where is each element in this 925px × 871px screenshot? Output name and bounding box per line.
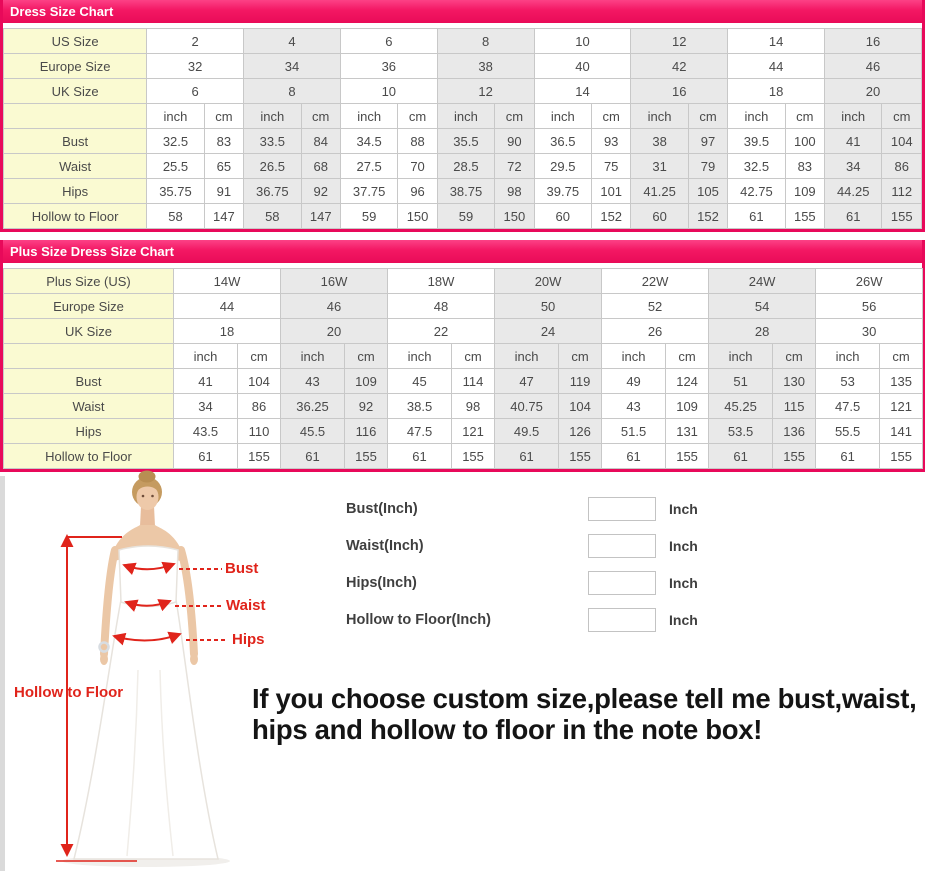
cm-value-cell: 135 bbox=[880, 369, 923, 394]
row-label: Waist bbox=[4, 394, 174, 419]
unit-cm-header: cm bbox=[773, 344, 816, 369]
unit-cm-header: cm bbox=[238, 344, 281, 369]
inch-value-cell: 61 bbox=[816, 444, 880, 469]
measurement-row bbox=[4, 154, 922, 179]
unit-inch-header: inch bbox=[602, 344, 666, 369]
size-value-cell: 32 bbox=[147, 54, 244, 79]
waist-annotation-label: Waist bbox=[226, 597, 266, 614]
measurement-figure bbox=[0, 470, 330, 871]
size-value-cell: 50 bbox=[495, 294, 602, 319]
note-line-2: hips and hollow to floor in the note box! bbox=[252, 714, 763, 746]
cm-value-cell: 83 bbox=[785, 154, 824, 179]
size-value-cell: 46 bbox=[281, 294, 388, 319]
inch-value-cell: 47 bbox=[495, 369, 559, 394]
dress-size-chart-panel bbox=[0, 0, 925, 232]
inch-value-cell: 61 bbox=[602, 444, 666, 469]
inch-value-cell: 60 bbox=[631, 204, 688, 229]
size-table bbox=[3, 28, 922, 229]
row-label: Hips bbox=[4, 179, 147, 204]
model-figure-svg bbox=[0, 470, 330, 871]
cm-value-cell: 155 bbox=[452, 444, 495, 469]
inch-value-cell: 29.5 bbox=[534, 154, 591, 179]
cm-value-cell: 83 bbox=[204, 129, 243, 154]
inch-value-cell: 47.5 bbox=[388, 419, 452, 444]
model-left-arm bbox=[104, 550, 115, 654]
size-value-cell: 6 bbox=[147, 79, 244, 104]
size-value-cell: 12 bbox=[631, 29, 728, 54]
size-value-cell: 52 bbox=[602, 294, 709, 319]
model-left-eye bbox=[142, 495, 145, 498]
size-value-cell: 16 bbox=[631, 79, 728, 104]
inch-value-cell: 35.5 bbox=[437, 129, 494, 154]
cm-value-cell: 98 bbox=[452, 394, 495, 419]
inch-value-cell: 42.75 bbox=[728, 179, 785, 204]
cm-value-cell: 130 bbox=[773, 369, 816, 394]
unit-inch-header: inch bbox=[174, 344, 238, 369]
inch-value-cell: 39.75 bbox=[534, 179, 591, 204]
inch-value-cell: 43.5 bbox=[174, 419, 238, 444]
unit-inch-header: inch bbox=[340, 104, 397, 129]
cm-value-cell: 115 bbox=[773, 394, 816, 419]
size-value-cell: 20W bbox=[495, 269, 602, 294]
bust-annotation-label: Bust bbox=[225, 560, 259, 577]
unit-inch-header: inch bbox=[147, 104, 204, 129]
size-value-cell: 20 bbox=[281, 319, 388, 344]
inch-value-cell: 47.5 bbox=[816, 394, 880, 419]
unit-cm-header: cm bbox=[559, 344, 602, 369]
inch-value-cell: 41 bbox=[174, 369, 238, 394]
inch-value-cell: 33.5 bbox=[244, 129, 301, 154]
model-left-hand bbox=[100, 653, 108, 665]
measurement-row bbox=[4, 204, 922, 229]
size-row bbox=[4, 294, 923, 319]
hollow-to-floor-inch-input[interactable] bbox=[588, 608, 656, 632]
inch-value-cell: 58 bbox=[147, 204, 204, 229]
unit-header-row bbox=[4, 104, 922, 129]
inch-value-cell: 49 bbox=[602, 369, 666, 394]
cm-value-cell: 88 bbox=[398, 129, 437, 154]
inch-value-cell: 61 bbox=[281, 444, 345, 469]
hips-unit-label: Inch bbox=[669, 575, 698, 591]
measurement-row bbox=[4, 129, 922, 154]
inch-value-cell: 32.5 bbox=[728, 154, 785, 179]
hollow-to-floor-annotation-label: Hollow to Floor bbox=[14, 684, 124, 701]
cm-value-cell: 72 bbox=[495, 154, 534, 179]
unit-cm-header: cm bbox=[345, 344, 388, 369]
bust-inch-label: Bust(Inch) bbox=[346, 501, 418, 517]
size-value-cell: 4 bbox=[244, 29, 341, 54]
size-value-cell: 14W bbox=[174, 269, 281, 294]
unit-header-row bbox=[4, 344, 923, 369]
model-right-eye bbox=[151, 495, 154, 498]
waist-unit-label: Inch bbox=[669, 538, 698, 554]
inch-value-cell: 36.5 bbox=[534, 129, 591, 154]
inch-value-cell: 41 bbox=[824, 129, 881, 154]
size-value-cell: 24 bbox=[495, 319, 602, 344]
measurement-row bbox=[4, 419, 923, 444]
cm-value-cell: 109 bbox=[785, 179, 824, 204]
inch-value-cell: 34 bbox=[174, 394, 238, 419]
hips-inch-input[interactable] bbox=[588, 571, 656, 595]
cm-value-cell: 152 bbox=[592, 204, 631, 229]
cm-value-cell: 110 bbox=[238, 419, 281, 444]
cm-value-cell: 70 bbox=[398, 154, 437, 179]
cm-value-cell: 104 bbox=[559, 394, 602, 419]
unit-cm-header: cm bbox=[301, 104, 340, 129]
row-label: UK Size bbox=[4, 319, 174, 344]
unit-cm-header: cm bbox=[495, 104, 534, 129]
size-row bbox=[4, 319, 923, 344]
size-value-cell: 30 bbox=[816, 319, 923, 344]
hollow-to-floor-unit-label: Inch bbox=[669, 612, 698, 628]
size-row bbox=[4, 269, 923, 294]
inch-value-cell: 36.75 bbox=[244, 179, 301, 204]
plus-size-chart-panel bbox=[0, 240, 925, 472]
size-value-cell: 12 bbox=[437, 79, 534, 104]
waist-inch-input[interactable] bbox=[588, 534, 656, 558]
inch-value-cell: 43 bbox=[281, 369, 345, 394]
hollow-to-floor-inch-label: Hollow to Floor(Inch) bbox=[346, 612, 491, 628]
inch-value-cell: 32.5 bbox=[147, 129, 204, 154]
waist-form-row bbox=[346, 534, 698, 558]
cm-value-cell: 92 bbox=[345, 394, 388, 419]
dress-bodice bbox=[119, 546, 178, 607]
corner-cell bbox=[4, 344, 174, 369]
inch-value-cell: 45.25 bbox=[709, 394, 773, 419]
cm-value-cell: 131 bbox=[666, 419, 709, 444]
row-label: Hollow to Floor bbox=[4, 444, 174, 469]
row-label: Hollow to Floor bbox=[4, 204, 147, 229]
size-table bbox=[3, 268, 923, 469]
inch-value-cell: 35.75 bbox=[147, 179, 204, 204]
cm-value-cell: 92 bbox=[301, 179, 340, 204]
inch-value-cell: 51 bbox=[709, 369, 773, 394]
bust-unit-label: Inch bbox=[669, 501, 698, 517]
size-value-cell: 24W bbox=[709, 269, 816, 294]
cm-value-cell: 152 bbox=[688, 204, 727, 229]
size-value-cell: 22W bbox=[602, 269, 709, 294]
unit-cm-header: cm bbox=[592, 104, 631, 129]
cm-value-cell: 121 bbox=[880, 394, 923, 419]
cm-value-cell: 98 bbox=[495, 179, 534, 204]
inch-value-cell: 41.25 bbox=[631, 179, 688, 204]
unit-inch-header: inch bbox=[495, 344, 559, 369]
inch-value-cell: 45 bbox=[388, 369, 452, 394]
model-right-arm bbox=[181, 550, 194, 654]
plus-size-chart-title: Plus Size Dress Size Chart bbox=[3, 240, 922, 263]
model-right-hand bbox=[190, 653, 198, 665]
inch-value-cell: 61 bbox=[824, 204, 881, 229]
row-label: Bust bbox=[4, 129, 147, 154]
custom-size-form bbox=[346, 497, 698, 645]
size-value-cell: 44 bbox=[174, 294, 281, 319]
row-label: Bust bbox=[4, 369, 174, 394]
inch-value-cell: 61 bbox=[388, 444, 452, 469]
inch-value-cell: 25.5 bbox=[147, 154, 204, 179]
cm-value-cell: 75 bbox=[592, 154, 631, 179]
unit-cm-header: cm bbox=[882, 104, 922, 129]
size-value-cell: 34 bbox=[244, 54, 341, 79]
size-value-cell: 26W bbox=[816, 269, 923, 294]
cm-value-cell: 116 bbox=[345, 419, 388, 444]
size-value-cell: 18 bbox=[728, 79, 825, 104]
inch-value-cell: 39.5 bbox=[728, 129, 785, 154]
dress-size-chart-title: Dress Size Chart bbox=[3, 0, 922, 23]
size-value-cell: 14 bbox=[534, 79, 631, 104]
inch-value-cell: 36.25 bbox=[281, 394, 345, 419]
size-row bbox=[4, 54, 922, 79]
inch-value-cell: 44.25 bbox=[824, 179, 881, 204]
cm-value-cell: 155 bbox=[345, 444, 388, 469]
cm-value-cell: 104 bbox=[882, 129, 922, 154]
bust-form-row bbox=[346, 497, 698, 521]
unit-inch-header: inch bbox=[824, 104, 881, 129]
unit-inch-header: inch bbox=[437, 104, 494, 129]
inch-value-cell: 26.5 bbox=[244, 154, 301, 179]
inch-value-cell: 60 bbox=[534, 204, 591, 229]
hips-annotation-label: Hips bbox=[232, 631, 265, 648]
cm-value-cell: 93 bbox=[592, 129, 631, 154]
row-label: Europe Size bbox=[4, 294, 174, 319]
cm-value-cell: 79 bbox=[688, 154, 727, 179]
inch-value-cell: 59 bbox=[437, 204, 494, 229]
size-value-cell: 44 bbox=[728, 54, 825, 79]
inch-value-cell: 51.5 bbox=[602, 419, 666, 444]
cm-value-cell: 155 bbox=[666, 444, 709, 469]
inch-value-cell: 61 bbox=[709, 444, 773, 469]
inch-value-cell: 34.5 bbox=[340, 129, 397, 154]
unit-cm-header: cm bbox=[452, 344, 495, 369]
measurement-row bbox=[4, 444, 923, 469]
unit-inch-header: inch bbox=[534, 104, 591, 129]
unit-inch-header: inch bbox=[728, 104, 785, 129]
inch-value-cell: 58 bbox=[244, 204, 301, 229]
cm-value-cell: 114 bbox=[452, 369, 495, 394]
unit-cm-header: cm bbox=[204, 104, 243, 129]
hips-inch-label: Hips(Inch) bbox=[346, 575, 417, 591]
cm-value-cell: 155 bbox=[882, 204, 922, 229]
bust-inch-input[interactable] bbox=[588, 497, 656, 521]
cm-value-cell: 86 bbox=[882, 154, 922, 179]
size-value-cell: 8 bbox=[244, 79, 341, 104]
unit-inch-header: inch bbox=[388, 344, 452, 369]
size-value-cell: 18 bbox=[174, 319, 281, 344]
inch-value-cell: 53.5 bbox=[709, 419, 773, 444]
size-value-cell: 46 bbox=[824, 54, 921, 79]
waist-inch-label: Waist(Inch) bbox=[346, 538, 424, 554]
size-value-cell: 40 bbox=[534, 54, 631, 79]
inch-value-cell: 61 bbox=[728, 204, 785, 229]
inch-value-cell: 27.5 bbox=[340, 154, 397, 179]
row-label: UK Size bbox=[4, 79, 147, 104]
row-label: Plus Size (US) bbox=[4, 269, 174, 294]
size-value-cell: 16 bbox=[824, 29, 921, 54]
size-value-cell: 38 bbox=[437, 54, 534, 79]
unit-cm-header: cm bbox=[785, 104, 824, 129]
cm-value-cell: 105 bbox=[688, 179, 727, 204]
inch-value-cell: 38.75 bbox=[437, 179, 494, 204]
unit-inch-header: inch bbox=[281, 344, 345, 369]
cm-value-cell: 147 bbox=[204, 204, 243, 229]
cm-value-cell: 109 bbox=[666, 394, 709, 419]
cm-value-cell: 101 bbox=[592, 179, 631, 204]
corner-cell bbox=[4, 104, 147, 129]
inch-value-cell: 45.5 bbox=[281, 419, 345, 444]
size-value-cell: 28 bbox=[709, 319, 816, 344]
size-value-cell: 10 bbox=[534, 29, 631, 54]
cm-value-cell: 90 bbox=[495, 129, 534, 154]
cm-value-cell: 155 bbox=[238, 444, 281, 469]
row-label: Hips bbox=[4, 419, 174, 444]
model-hair-bun bbox=[139, 471, 156, 483]
cm-value-cell: 119 bbox=[559, 369, 602, 394]
cm-value-cell: 155 bbox=[773, 444, 816, 469]
hips-form-row bbox=[346, 571, 698, 595]
cm-value-cell: 84 bbox=[301, 129, 340, 154]
inch-value-cell: 59 bbox=[340, 204, 397, 229]
size-value-cell: 22 bbox=[388, 319, 495, 344]
cm-value-cell: 104 bbox=[238, 369, 281, 394]
inch-value-cell: 34 bbox=[824, 154, 881, 179]
size-value-cell: 54 bbox=[709, 294, 816, 319]
size-row bbox=[4, 29, 922, 54]
cm-value-cell: 155 bbox=[880, 444, 923, 469]
size-value-cell: 42 bbox=[631, 54, 728, 79]
measurement-row bbox=[4, 179, 922, 204]
cm-value-cell: 124 bbox=[666, 369, 709, 394]
inch-value-cell: 31 bbox=[631, 154, 688, 179]
unit-inch-header: inch bbox=[244, 104, 301, 129]
row-label: US Size bbox=[4, 29, 147, 54]
size-value-cell: 20 bbox=[824, 79, 921, 104]
cm-value-cell: 112 bbox=[882, 179, 922, 204]
unit-cm-header: cm bbox=[398, 104, 437, 129]
size-value-cell: 36 bbox=[340, 54, 437, 79]
cm-value-cell: 109 bbox=[345, 369, 388, 394]
inch-value-cell: 53 bbox=[816, 369, 880, 394]
cm-value-cell: 150 bbox=[495, 204, 534, 229]
plus-size-table-container bbox=[3, 263, 922, 469]
cm-value-cell: 121 bbox=[452, 419, 495, 444]
measurement-row bbox=[4, 369, 923, 394]
cm-value-cell: 155 bbox=[559, 444, 602, 469]
cm-value-cell: 136 bbox=[773, 419, 816, 444]
cm-value-cell: 155 bbox=[785, 204, 824, 229]
cm-value-cell: 68 bbox=[301, 154, 340, 179]
inch-value-cell: 49.5 bbox=[495, 419, 559, 444]
measurement-row bbox=[4, 394, 923, 419]
size-value-cell: 56 bbox=[816, 294, 923, 319]
inch-value-cell: 38 bbox=[631, 129, 688, 154]
row-label: Waist bbox=[4, 154, 147, 179]
size-value-cell: 16W bbox=[281, 269, 388, 294]
cm-value-cell: 65 bbox=[204, 154, 243, 179]
dress-size-table-container bbox=[3, 23, 922, 229]
size-value-cell: 18W bbox=[388, 269, 495, 294]
row-label: Europe Size bbox=[4, 54, 147, 79]
size-value-cell: 48 bbox=[388, 294, 495, 319]
cm-value-cell: 91 bbox=[204, 179, 243, 204]
inch-value-cell: 61 bbox=[495, 444, 559, 469]
cm-value-cell: 97 bbox=[688, 129, 727, 154]
size-value-cell: 10 bbox=[340, 79, 437, 104]
unit-cm-header: cm bbox=[688, 104, 727, 129]
size-row bbox=[4, 79, 922, 104]
size-value-cell: 8 bbox=[437, 29, 534, 54]
inch-value-cell: 40.75 bbox=[495, 394, 559, 419]
unit-cm-header: cm bbox=[880, 344, 923, 369]
unit-inch-header: inch bbox=[631, 104, 688, 129]
cm-value-cell: 96 bbox=[398, 179, 437, 204]
cm-value-cell: 141 bbox=[880, 419, 923, 444]
hollow-to-floor-form-row bbox=[346, 608, 698, 632]
cm-value-cell: 147 bbox=[301, 204, 340, 229]
inch-value-cell: 61 bbox=[174, 444, 238, 469]
inch-value-cell: 55.5 bbox=[816, 419, 880, 444]
unit-inch-header: inch bbox=[816, 344, 880, 369]
photo-edge bbox=[0, 476, 5, 871]
size-value-cell: 14 bbox=[728, 29, 825, 54]
size-value-cell: 26 bbox=[602, 319, 709, 344]
cm-value-cell: 86 bbox=[238, 394, 281, 419]
cm-value-cell: 100 bbox=[785, 129, 824, 154]
note-line-1: If you choose custom size,please tell me bust,waist, bbox=[252, 683, 917, 714]
unit-inch-header: inch bbox=[709, 344, 773, 369]
size-value-cell: 6 bbox=[340, 29, 437, 54]
custom-size-note bbox=[252, 683, 925, 745]
size-value-cell: 2 bbox=[147, 29, 244, 54]
inch-value-cell: 28.5 bbox=[437, 154, 494, 179]
inch-value-cell: 37.75 bbox=[340, 179, 397, 204]
cm-value-cell: 150 bbox=[398, 204, 437, 229]
inch-value-cell: 43 bbox=[602, 394, 666, 419]
unit-cm-header: cm bbox=[666, 344, 709, 369]
inch-value-cell: 38.5 bbox=[388, 394, 452, 419]
cm-value-cell: 126 bbox=[559, 419, 602, 444]
